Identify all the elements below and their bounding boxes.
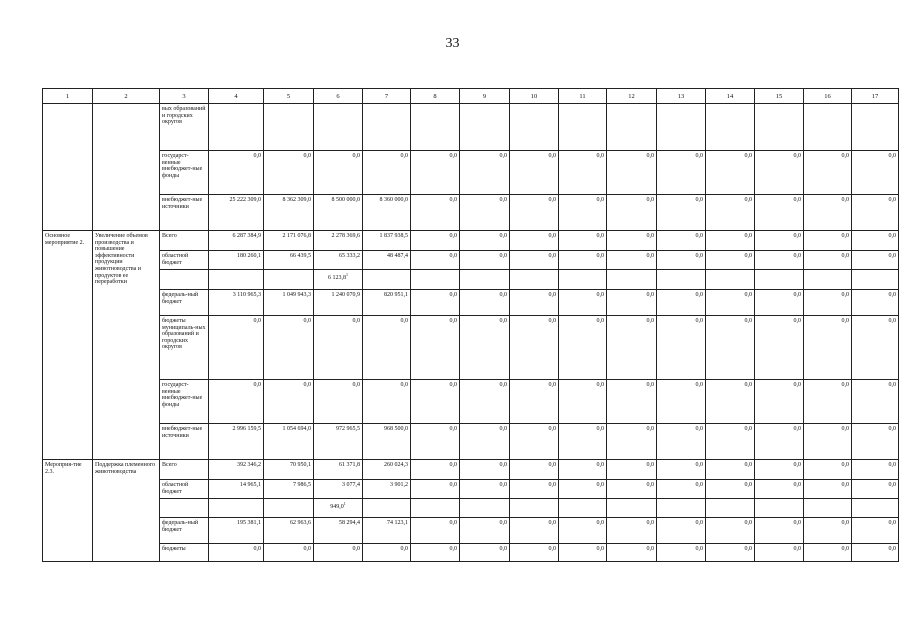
value-cell: [559, 270, 607, 290]
value-cell: 0,0: [657, 518, 706, 544]
value-cell: 1 240 070,9: [314, 290, 363, 316]
value-cell: 3 901,2: [363, 480, 411, 499]
value-cell: [607, 270, 657, 290]
value-cell: 0,0: [657, 380, 706, 424]
value-cell: 0,0: [411, 251, 460, 270]
value-cell: 195 381,1: [209, 518, 264, 544]
value-cell: [804, 499, 852, 518]
value-cell: 0,0: [363, 544, 411, 562]
funding-source-cell: федераль-ный бюджет: [160, 290, 209, 316]
value-cell: 0,0: [559, 195, 607, 231]
value-cell: 8 500 000,0: [314, 195, 363, 231]
value-cell: 1 837 938,5: [363, 231, 411, 251]
value-cell: [314, 499, 363, 518]
funding-source-cell: Всего: [160, 231, 209, 251]
value-cell: 0,0: [755, 316, 804, 380]
value-cell: 0,0: [657, 424, 706, 460]
value-cell: 0,0: [510, 480, 559, 499]
value-cell: [607, 104, 657, 151]
value-cell: 0,0: [804, 424, 852, 460]
value-cell: 0,0: [460, 251, 510, 270]
value-cell: 0,0: [411, 380, 460, 424]
activity-cell: Мероприя-тие 2.3.: [43, 460, 93, 562]
value-cell: 0,0: [411, 424, 460, 460]
funding-source-cell: внебюджет-ные источники: [160, 424, 209, 460]
value-cell: 0,0: [209, 544, 264, 562]
header-cell: 7: [363, 89, 411, 104]
value-cell: 0,0: [264, 151, 314, 195]
value-cell: 0,0: [657, 460, 706, 480]
value-cell: [209, 104, 264, 151]
value-cell: 0,0: [411, 518, 460, 544]
value-cell: 0,0: [411, 151, 460, 195]
value-cell: 0,0: [607, 544, 657, 562]
value-cell: 0,0: [706, 544, 755, 562]
value-cell: 2 278 369,6: [314, 231, 363, 251]
value-cell: 14 965,1: [209, 480, 264, 499]
value-cell: 0,0: [209, 380, 264, 424]
value-cell: [264, 499, 314, 518]
table-row: [43, 290, 899, 316]
value-cell: 0,0: [852, 151, 899, 195]
value-cell: 62 963,6: [264, 518, 314, 544]
value-cell: 0,0: [559, 231, 607, 251]
value-cell: 0,0: [706, 251, 755, 270]
header-cell: 14: [706, 89, 755, 104]
value-cell: 0,0: [852, 195, 899, 231]
value-cell: 0,0: [755, 480, 804, 499]
header-cell: 1: [43, 89, 93, 104]
value-cell: 0,0: [657, 316, 706, 380]
value-cell: [264, 104, 314, 151]
value-cell: [657, 104, 706, 151]
value-cell: 0,0: [510, 424, 559, 460]
activity-name-cell: Увеличение объемов производства и повышение эффективности продукции животноводства и продуктов ее переработки: [93, 231, 160, 460]
table-body: [43, 89, 899, 562]
value-cell: 0,0: [314, 151, 363, 195]
value-cell: 0,0: [755, 424, 804, 460]
funding-source-cell: [160, 270, 209, 290]
value-cell: [755, 270, 804, 290]
value-cell: [510, 270, 559, 290]
value-cell: 0,0: [755, 195, 804, 231]
value-cell: 0,0: [411, 480, 460, 499]
funding-source-cell: бюджеты: [160, 544, 209, 562]
value-cell: 0,0: [559, 316, 607, 380]
value-cell: 66 439,5: [264, 251, 314, 270]
value-cell: [559, 104, 607, 151]
value-cell: [363, 270, 411, 290]
value-cell: 0,0: [755, 151, 804, 195]
table-row: [43, 518, 899, 544]
value-cell: 48 487,4: [363, 251, 411, 270]
table-row: [43, 499, 899, 518]
value-cell: 0,0: [607, 518, 657, 544]
funding-source-cell: вых образований и городских округов: [160, 104, 209, 151]
value-cell: [460, 104, 510, 151]
value-cell: 0,0: [264, 316, 314, 380]
value-cell: 0,0: [852, 460, 899, 480]
value-cell: 972 965,5: [314, 424, 363, 460]
value-cell: 0,0: [460, 424, 510, 460]
value-cell: 0,0: [657, 251, 706, 270]
value-cell: 0,0: [460, 480, 510, 499]
value-cell: 0,0: [706, 460, 755, 480]
value-cell: [209, 499, 264, 518]
value-cell: 0,0: [804, 544, 852, 562]
value-cell: 0,0: [706, 290, 755, 316]
value-cell: 0,0: [852, 480, 899, 499]
table-row: [43, 231, 899, 251]
header-cell: 6: [314, 89, 363, 104]
funding-source-cell: областной бюджет: [160, 480, 209, 499]
value-cell: 0,0: [510, 460, 559, 480]
value-cell: 0,0: [755, 231, 804, 251]
value-cell: 0,0: [607, 316, 657, 380]
value-cell: 0,0: [755, 518, 804, 544]
value-cell: 0,0: [460, 151, 510, 195]
value-cell: 260 024,3: [363, 460, 411, 480]
value-cell: 0,0: [607, 380, 657, 424]
value-cell: 392 346,2: [209, 460, 264, 480]
value-cell: [706, 270, 755, 290]
funding-source-cell: Всего: [160, 460, 209, 480]
table-row: [43, 316, 899, 380]
funding-source-cell: областной бюджет: [160, 251, 209, 270]
value-cell: [755, 104, 804, 151]
value-cell: 0,0: [510, 195, 559, 231]
value-cell: 0,0: [460, 195, 510, 231]
funding-source-cell: государст-венные внебюджет-ные фонды: [160, 380, 209, 424]
table-row: [43, 544, 899, 562]
value-cell: 0,0: [657, 480, 706, 499]
value-cell: 0,0: [559, 460, 607, 480]
value-cell: 0,0: [804, 231, 852, 251]
value-cell: 0,0: [510, 380, 559, 424]
value-cell: [706, 499, 755, 518]
value-cell: 0,0: [209, 151, 264, 195]
value-cell: 7 986,5: [264, 480, 314, 499]
value-cell: 8 360 000,0: [363, 195, 411, 231]
value-cell: 0,0: [607, 151, 657, 195]
value-cell: 0,0: [657, 195, 706, 231]
value-cell: 0,0: [607, 251, 657, 270]
value-cell: 0,0: [607, 460, 657, 480]
value-cell: 0,0: [510, 251, 559, 270]
table-row: [43, 104, 899, 151]
value-cell: 0,0: [559, 544, 607, 562]
value-cell: 0,0: [264, 380, 314, 424]
value-text: 949,0: [330, 504, 344, 510]
header-cell: 11: [559, 89, 607, 104]
value-cell: [363, 104, 411, 151]
value-cell: 0,0: [804, 290, 852, 316]
value-cell: 0,0: [411, 316, 460, 380]
value-cell: 0,0: [460, 290, 510, 316]
value-cell: 820 951,1: [363, 290, 411, 316]
header-cell: 2: [93, 89, 160, 104]
value-cell: 0,0: [460, 316, 510, 380]
funding-source-cell: внебюджет-ные источники: [160, 195, 209, 231]
value-cell: 0,0: [804, 251, 852, 270]
value-text: 6 123,8: [328, 275, 346, 281]
value-cell: 0,0: [755, 290, 804, 316]
value-cell: 0,0: [852, 544, 899, 562]
footnote-mark: 1: [346, 272, 348, 277]
value-cell: 1 054 694,0: [264, 424, 314, 460]
value-cell: 0,0: [607, 480, 657, 499]
value-cell: 0,0: [852, 380, 899, 424]
header-cell: 13: [657, 89, 706, 104]
value-cell: 0,0: [510, 151, 559, 195]
value-cell: 0,0: [363, 316, 411, 380]
value-cell: 0,0: [706, 480, 755, 499]
value-cell: [804, 104, 852, 151]
value-cell: 0,0: [706, 424, 755, 460]
value-cell: 3 077,4: [314, 480, 363, 499]
value-cell: [657, 270, 706, 290]
value-cell: 0,0: [510, 290, 559, 316]
value-cell: 0,0: [657, 290, 706, 316]
value-cell: 0,0: [804, 151, 852, 195]
header-cell: 3: [160, 89, 209, 104]
table-row: [43, 270, 899, 290]
value-cell: 0,0: [411, 231, 460, 251]
value-cell: [706, 104, 755, 151]
value-cell: [460, 270, 510, 290]
value-cell: [852, 104, 899, 151]
value-cell: [657, 499, 706, 518]
value-cell: 0,0: [607, 424, 657, 460]
value-cell: 0,0: [706, 380, 755, 424]
value-cell: 0,0: [607, 231, 657, 251]
value-cell: 0,0: [411, 195, 460, 231]
table-row: [43, 151, 899, 195]
value-cell: 0,0: [264, 544, 314, 562]
budget-table: [42, 88, 899, 562]
value-cell: 0,0: [755, 460, 804, 480]
value-cell: 0,0: [755, 544, 804, 562]
value-cell: 0,0: [607, 195, 657, 231]
value-cell: 0,0: [852, 316, 899, 380]
value-cell: 0,0: [706, 195, 755, 231]
value-cell: 0,0: [657, 231, 706, 251]
value-cell: 58 294,4: [314, 518, 363, 544]
value-cell: 0,0: [559, 251, 607, 270]
value-cell: 0,0: [209, 316, 264, 380]
value-cell: 25 222 309,0: [209, 195, 264, 231]
value-cell: 0,0: [314, 544, 363, 562]
value-cell: 0,0: [852, 518, 899, 544]
value-cell: 0,0: [706, 316, 755, 380]
value-cell: 8 362 309,0: [264, 195, 314, 231]
value-cell: 70 950,1: [264, 460, 314, 480]
value-cell: 0,0: [314, 316, 363, 380]
header-cell: 12: [607, 89, 657, 104]
value-cell: 0,0: [804, 480, 852, 499]
value-cell: 0,0: [460, 231, 510, 251]
header-cell: 4: [209, 89, 264, 104]
value-cell: 0,0: [852, 231, 899, 251]
value-cell: 0,0: [460, 518, 510, 544]
value-cell: [264, 270, 314, 290]
header-row: [43, 89, 899, 104]
header-cell: 16: [804, 89, 852, 104]
value-cell: 3 110 965,3: [209, 290, 264, 316]
activity-cell: [43, 104, 93, 231]
funding-source-cell: федераль-ный бюджет: [160, 518, 209, 544]
funding-source-cell: бюджеты муниципаль-ных образований и городских округов: [160, 316, 209, 380]
value-cell: 65 333,2: [314, 251, 363, 270]
value-cell: [607, 499, 657, 518]
funding-source-cell: [160, 499, 209, 518]
value-cell: 0,0: [706, 231, 755, 251]
value-cell: [314, 104, 363, 151]
value-cell: 0,0: [460, 380, 510, 424]
value-cell: 2 171 076,8: [264, 231, 314, 251]
value-cell: 0,0: [657, 544, 706, 562]
value-cell: 0,0: [559, 424, 607, 460]
activity-name-cell: Поддержка племенного животноводства: [93, 460, 160, 562]
value-cell: [460, 499, 510, 518]
value-cell: 0,0: [804, 195, 852, 231]
value-cell: 0,0: [510, 231, 559, 251]
value-cell: 0,0: [559, 380, 607, 424]
value-cell: [755, 499, 804, 518]
value-cell: 74 123,1: [363, 518, 411, 544]
value-cell: 0,0: [804, 518, 852, 544]
value-cell: 0,0: [559, 290, 607, 316]
activity-cell: Основное мероприятие 2.: [43, 231, 93, 460]
header-cell: 17: [852, 89, 899, 104]
value-cell: 0,0: [559, 518, 607, 544]
header-cell: 5: [264, 89, 314, 104]
value-cell: [804, 270, 852, 290]
value-cell: 0,0: [411, 460, 460, 480]
value-cell: [411, 499, 460, 518]
value-cell: 0,0: [804, 380, 852, 424]
activity-name-cell: [93, 104, 160, 231]
value-cell: 0,0: [804, 316, 852, 380]
value-cell: 0,0: [559, 480, 607, 499]
page-number: 33: [445, 36, 460, 51]
value-cell: [411, 270, 460, 290]
value-cell: 0,0: [657, 151, 706, 195]
header-cell: 8: [411, 89, 460, 104]
footnote-mark: 1: [343, 501, 346, 506]
value-cell: [852, 270, 899, 290]
value-cell: 0,0: [363, 380, 411, 424]
value-cell: 0,0: [852, 424, 899, 460]
value-cell: 1 049 943,3: [264, 290, 314, 316]
value-cell: 0,0: [852, 290, 899, 316]
value-cell: 0,0: [755, 251, 804, 270]
value-cell: 968 500,0: [363, 424, 411, 460]
table-row: [43, 460, 899, 480]
value-cell: 0,0: [510, 544, 559, 562]
value-cell: 0,0: [510, 518, 559, 544]
value-cell: 0,0: [706, 518, 755, 544]
value-cell: 2 996 159,5: [209, 424, 264, 460]
value-cell: 0,0: [411, 544, 460, 562]
value-cell: [209, 270, 264, 290]
header-cell: 10: [510, 89, 559, 104]
table-row: [43, 380, 899, 424]
table-row: [43, 424, 899, 460]
value-cell: [363, 499, 411, 518]
table-row: [43, 195, 899, 231]
value-cell: 0,0: [460, 544, 510, 562]
value-cell: 0,0: [559, 151, 607, 195]
value-cell: [411, 104, 460, 151]
value-cell: [314, 270, 363, 290]
value-cell: 0,0: [314, 380, 363, 424]
value-cell: 0,0: [852, 251, 899, 270]
header-cell: 9: [460, 89, 510, 104]
value-cell: 0,0: [363, 151, 411, 195]
value-cell: 0,0: [706, 151, 755, 195]
value-cell: 180 260,1: [209, 251, 264, 270]
value-cell: [510, 104, 559, 151]
value-cell: 0,0: [510, 316, 559, 380]
value-cell: 61 371,8: [314, 460, 363, 480]
value-cell: 0,0: [755, 380, 804, 424]
header-cell: 15: [755, 89, 804, 104]
value-cell: 0,0: [460, 460, 510, 480]
value-cell: 6 287 384,9: [209, 231, 264, 251]
table-row: [43, 480, 899, 499]
value-cell: 0,0: [804, 460, 852, 480]
funding-source-cell: государст-венные внебюджет-ные фонды: [160, 151, 209, 195]
value-cell: 0,0: [411, 290, 460, 316]
value-cell: [852, 499, 899, 518]
value-cell: [510, 499, 559, 518]
value-cell: 0,0: [607, 290, 657, 316]
value-cell: [559, 499, 607, 518]
table-row: [43, 251, 899, 270]
